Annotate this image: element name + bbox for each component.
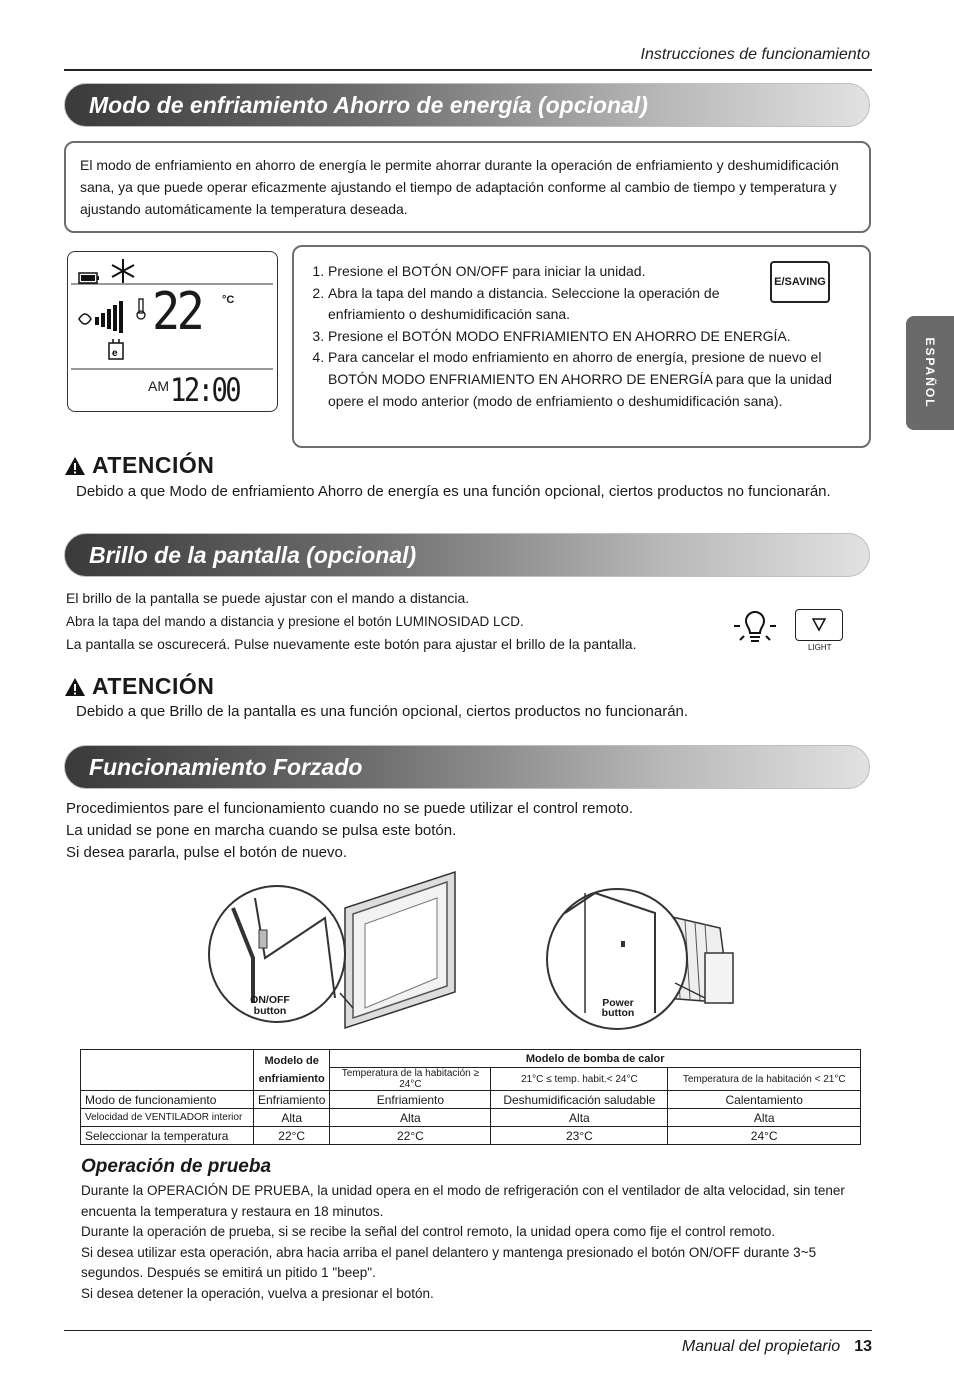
row-label: Velocidad de VENTILADOR interior bbox=[81, 1109, 254, 1127]
caution-heading bbox=[64, 673, 214, 700]
step-3: 3. Presione el BOTÓN MODO ENFRIAMIENTO EN AHORRO DE ENERGÍA. bbox=[328, 326, 853, 348]
section-banner-energy-saving bbox=[64, 83, 870, 127]
table-cell: 22°C bbox=[330, 1127, 491, 1145]
table-corner bbox=[81, 1050, 254, 1091]
table-row bbox=[81, 1127, 861, 1145]
table-row bbox=[81, 1109, 861, 1127]
header-rule bbox=[64, 69, 872, 71]
test-line-2: Durante la operación de prueba, si se recibe la señal del control remoto, la unidad opera como fije el control remoto. bbox=[81, 1224, 776, 1239]
e-saving-button: E/SAVING bbox=[770, 261, 830, 303]
test-line-4: Si desea detener la operación, vuelva a presionar el botón. bbox=[81, 1285, 434, 1301]
light-button bbox=[795, 609, 843, 641]
row-label: Seleccionar la temperatura bbox=[81, 1127, 254, 1145]
brightness-line-1: El brillo de la pantalla se puede ajustar con el mando a distancia. bbox=[66, 590, 470, 606]
light-button-label: LIGHT bbox=[808, 643, 832, 652]
section-banner-brightness bbox=[64, 533, 870, 577]
label-line: ON/OFF bbox=[250, 994, 290, 1006]
fan-icon bbox=[79, 314, 91, 324]
table-header-cooling bbox=[254, 1050, 330, 1091]
forced-line-3: Si desea pararla, pulse el botón de nuevo. bbox=[66, 844, 348, 861]
step-1: 1. Presione el BOTÓN ON/OFF para iniciar la unidad. bbox=[328, 261, 853, 283]
label-line: button bbox=[253, 1005, 287, 1017]
lcd-display bbox=[67, 251, 278, 412]
intro-text: El modo de enfriamiento en ahorro de energía le permite ahorrar durante la operación de enfriamiento y deshumidificación sana, ya que puede operar eficazmente ajustando el tiempo de adaptación conforme al cambio de tiempo y temperatura y ajustando automáticamente la temperatura deseada. bbox=[80, 157, 839, 217]
table-cell: 23°C bbox=[491, 1127, 668, 1145]
running-header: Instrucciones de funcionamiento bbox=[640, 46, 870, 63]
forced-line-2: La unidad se pone en marcha cuando se pulsa este botón. bbox=[66, 822, 457, 839]
lcd-temp-unit: °C bbox=[222, 294, 235, 306]
header-line: enfriamiento bbox=[258, 1073, 325, 1085]
power-button-label bbox=[590, 998, 646, 1018]
table-subheader: Temperatura de la habitación ≥ 24°C bbox=[330, 1068, 491, 1091]
test-line-3: Si desea utilizar esta operación, abra hacia arriba el panel delantero y mantenga presionado el botón ON/OFF durante 3~5 segundos. Después se emitirá un pitido 1 "beep". bbox=[81, 1244, 817, 1280]
table-cell: Enfriamiento bbox=[330, 1091, 491, 1109]
steps-box bbox=[292, 245, 871, 448]
brightness-line-3: La pantalla se oscurecerá. Pulse nuevamente este botón para ajustar el brillo de la pantalla. bbox=[66, 636, 637, 652]
modes-table bbox=[80, 1049, 861, 1145]
footer-label: Manual del propietario bbox=[681, 1338, 841, 1355]
language-tab bbox=[906, 316, 954, 430]
table-subheader: 21°C ≤ temp. habit.< 24°C bbox=[491, 1068, 668, 1091]
table-subheader: Temperatura de la habitación < 21°C bbox=[668, 1068, 861, 1091]
table-cell: Enfriamiento bbox=[254, 1091, 330, 1109]
label-line: button bbox=[601, 1007, 635, 1019]
brightness-line-2: Abra la tapa del mando a distancia y presione el botón LUMINOSIDAD LCD. bbox=[66, 614, 524, 629]
forced-line-1: Procedimientos pare el funcionamiento cuando no se puede utilizar el control remoto. bbox=[66, 800, 633, 817]
page-number: 13 bbox=[854, 1338, 872, 1355]
label-line: Power bbox=[602, 997, 634, 1009]
caution-text: Debido a que Modo de enfriamiento Ahorro de energía es una función opcional, ciertos productos no funcionarán. bbox=[76, 483, 831, 500]
table-cell: Alta bbox=[491, 1109, 668, 1127]
table-cell: Deshumidificación saludable bbox=[491, 1091, 668, 1109]
brightness-text bbox=[66, 587, 746, 656]
caution-text: Debido a que Brillo de la pantalla es una función opcional, ciertos productos no funcionarán. bbox=[76, 703, 689, 720]
footer-rule bbox=[64, 1330, 872, 1331]
table-row bbox=[81, 1091, 861, 1109]
header-line: Modelo de bbox=[264, 1055, 319, 1067]
lcd-clock: 12:00 bbox=[170, 371, 240, 409]
language-tab-label: ESPAÑOL bbox=[923, 337, 937, 409]
lcd-temp: 22 bbox=[152, 282, 202, 342]
table-cell: 24°C bbox=[668, 1127, 861, 1145]
table-cell: 22°C bbox=[254, 1127, 330, 1145]
table-cell: Alta bbox=[330, 1109, 491, 1127]
warning-icon bbox=[64, 677, 86, 697]
thermometer-icon bbox=[137, 299, 145, 319]
section-title: Funcionamiento Forzado bbox=[89, 754, 363, 780]
warning-icon bbox=[64, 456, 86, 476]
caution-heading bbox=[64, 452, 214, 479]
forced-text bbox=[66, 798, 746, 864]
on-off-button-label bbox=[240, 995, 300, 1017]
test-line-1: Durante la OPERACIÓN DE PRUEBA, la unidad opera en el modo de refrigeración con el ventilador de alta velocidad, sin tener encuenta la temperatura y restaura en 18 minutos. bbox=[81, 1183, 845, 1219]
lcd-am: AM bbox=[148, 378, 169, 394]
table-header-heatpump: Modelo de bomba de calor bbox=[330, 1050, 861, 1068]
test-operation-text bbox=[81, 1181, 856, 1304]
footer bbox=[682, 1338, 872, 1356]
caution-title: ATENCIÓN bbox=[92, 452, 215, 478]
section-title: Modo de enfriamiento Ahorro de energía (opcional) bbox=[89, 92, 648, 118]
section-banner-forced bbox=[64, 745, 870, 789]
snowflake-icon bbox=[112, 259, 134, 283]
row-label: Modo de funcionamiento bbox=[81, 1091, 254, 1109]
test-operation-title: Operación de prueba bbox=[81, 1156, 272, 1177]
step-4: 4. Para cancelar el modo enfriamiento en ahorro de energía, presione de nuevo el BOTÓN MODO ENFRIAMIENTO EN AHORRO DE ENERGÍA para que la unidad opere el modo anterior (modo de enfriamiento o deshumidificación sana). bbox=[328, 347, 853, 412]
intro-box bbox=[64, 141, 871, 233]
svg-text:e: e bbox=[112, 348, 118, 359]
fan-speed-bars-icon bbox=[95, 301, 123, 333]
table-cell: Alta bbox=[668, 1109, 861, 1127]
light-bulb-icon bbox=[732, 604, 778, 650]
step-2: 2. Abra la tapa del mando a distancia. Seleccione la operación de enfriamiento o deshumidificación sana. bbox=[328, 283, 853, 326]
table-cell: Calentamiento bbox=[668, 1091, 861, 1109]
caution-title: ATENCIÓN bbox=[92, 673, 215, 699]
section-title: Brillo de la pantalla (opcional) bbox=[89, 542, 417, 568]
table-cell: Alta bbox=[254, 1109, 330, 1127]
triangle-down-icon bbox=[796, 610, 842, 640]
